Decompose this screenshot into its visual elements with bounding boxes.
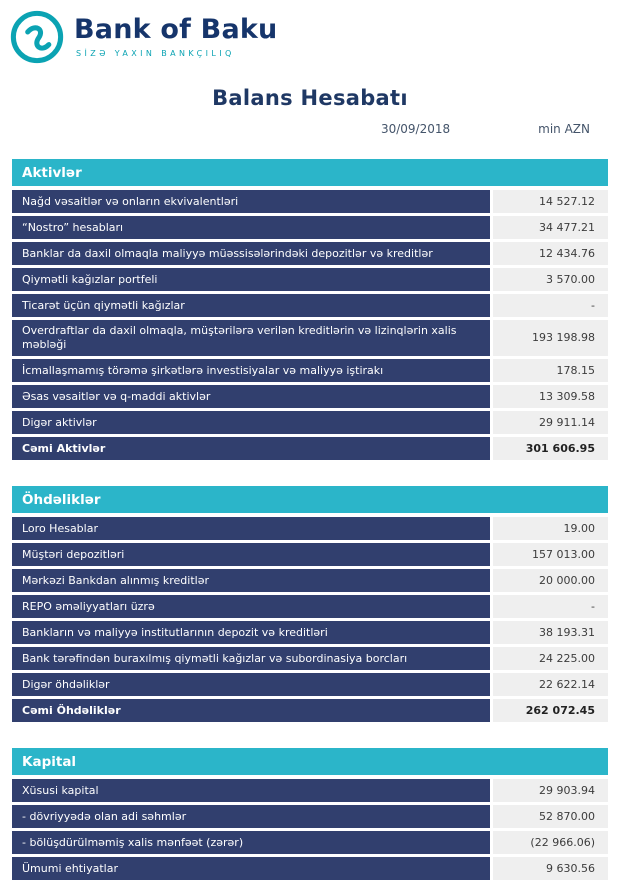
row-label: Digər aktivlər [12, 411, 490, 434]
row-value: 193 198.98 [493, 320, 608, 356]
row-label: Qiymətli kağızlar portfeli [12, 268, 490, 291]
row-label: Nağd vəsaitlər və onların ekvivalentləri [12, 190, 490, 213]
table-row [12, 569, 608, 592]
row-label: Bankların və maliyyə institutlarının depozit və kreditləri [12, 621, 490, 644]
table-row [12, 805, 608, 828]
section-aktivler [12, 159, 608, 460]
row-label: Ümumi ehtiyatlar [12, 857, 490, 880]
row-value: 34 477.21 [493, 216, 608, 239]
row-label: Mərkəzi Bankdan alınmış kreditlər [12, 569, 490, 592]
section-header: Aktivlər [12, 159, 608, 186]
table-row [12, 359, 608, 382]
row-value: 29 903.94 [493, 779, 608, 802]
table-row [12, 242, 608, 265]
row-value: 301 606.95 [493, 437, 608, 460]
table-row [12, 621, 608, 644]
row-value: (22 966.06) [493, 831, 608, 854]
row-label: Cəmi Aktivlər [12, 437, 490, 460]
row-label: Müştəri depozitləri [12, 543, 490, 566]
total-row [12, 699, 608, 722]
row-label: Loro Hesablar [12, 517, 490, 540]
brand-name: Bank of Baku [74, 14, 278, 46]
table-row [12, 857, 608, 880]
row-label: Digər öhdəliklər [12, 673, 490, 696]
table-row [12, 268, 608, 291]
row-value: 262 072.45 [493, 699, 608, 722]
row-label: Əsas vəsaitlər və q-maddi aktivlər [12, 385, 490, 408]
row-value: 20 000.00 [493, 569, 608, 592]
row-label: Overdraftlar da daxil olmaqla, müştərilərə verilən kreditlərin və lizinqlərin xalis məbləği [12, 320, 490, 356]
table-row [12, 517, 608, 540]
table-row [12, 831, 608, 854]
table-row [12, 190, 608, 213]
bank-logo-icon [10, 10, 64, 64]
brand-tagline: SİZƏ YAXIN BANKÇILIQ [76, 48, 235, 58]
total-row [12, 437, 608, 460]
row-value: 19.00 [493, 517, 608, 540]
brand-text [74, 16, 277, 57]
row-value: 38 193.31 [493, 621, 608, 644]
row-label: “Nostro” hesabları [12, 216, 490, 239]
table-row [12, 543, 608, 566]
row-label: Cəmi Öhdəliklər [12, 699, 490, 722]
table-row [12, 673, 608, 696]
section-header: Kapital [12, 748, 608, 775]
row-value: 29 911.14 [493, 411, 608, 434]
balance-table [12, 159, 608, 880]
row-value: 13 309.58 [493, 385, 608, 408]
currency-unit-label: min AZN [538, 122, 590, 136]
table-row [12, 779, 608, 802]
row-value: - [493, 294, 608, 317]
report-date: 30/09/2018 [380, 122, 451, 136]
bank-header [0, 0, 620, 66]
section-header: Öhdəliklər [12, 486, 608, 513]
row-value: 14 527.12 [493, 190, 608, 213]
row-value: - [493, 595, 608, 618]
row-label: - bölüşdürülməmiş xalis mənfəət (zərər) [12, 831, 490, 854]
report-meta [0, 122, 620, 136]
page-title: Balans Hesabatı [212, 86, 408, 110]
row-label: Bank tərəfindən buraxılmış qiymətli kağızlar və subordinasiya borcları [12, 647, 490, 670]
table-row [12, 411, 608, 434]
row-label: İcmallaşmamış törəmə şirkətlərə investisiyalar və maliyyə iştirakı [12, 359, 490, 382]
table-row [12, 320, 608, 356]
row-value: 9 630.56 [493, 857, 608, 880]
table-row [12, 216, 608, 239]
row-value: 178.15 [493, 359, 608, 382]
row-value: 12 434.76 [493, 242, 608, 265]
row-value: 22 622.14 [493, 673, 608, 696]
row-label: - dövriyyədə olan adi səhmlər [12, 805, 490, 828]
row-value: 24 225.00 [493, 647, 608, 670]
row-value: 52 870.00 [493, 805, 608, 828]
row-value: 157 013.00 [493, 543, 608, 566]
row-label: Banklar da daxil olmaqla maliyyə müəssisələrindəki depozitlər və kreditlər [12, 242, 490, 265]
table-row [12, 294, 608, 317]
table-row [12, 647, 608, 670]
row-label: REPO əməliyyatları üzrə [12, 595, 490, 618]
section-ohdelikler [12, 486, 608, 722]
table-row [12, 385, 608, 408]
section-kapital [12, 748, 608, 880]
row-value: 3 570.00 [493, 268, 608, 291]
table-row [12, 595, 608, 618]
row-label: Xüsusi kapital [12, 779, 490, 802]
row-label: Ticarət üçün qiymətli kağızlar [12, 294, 490, 317]
